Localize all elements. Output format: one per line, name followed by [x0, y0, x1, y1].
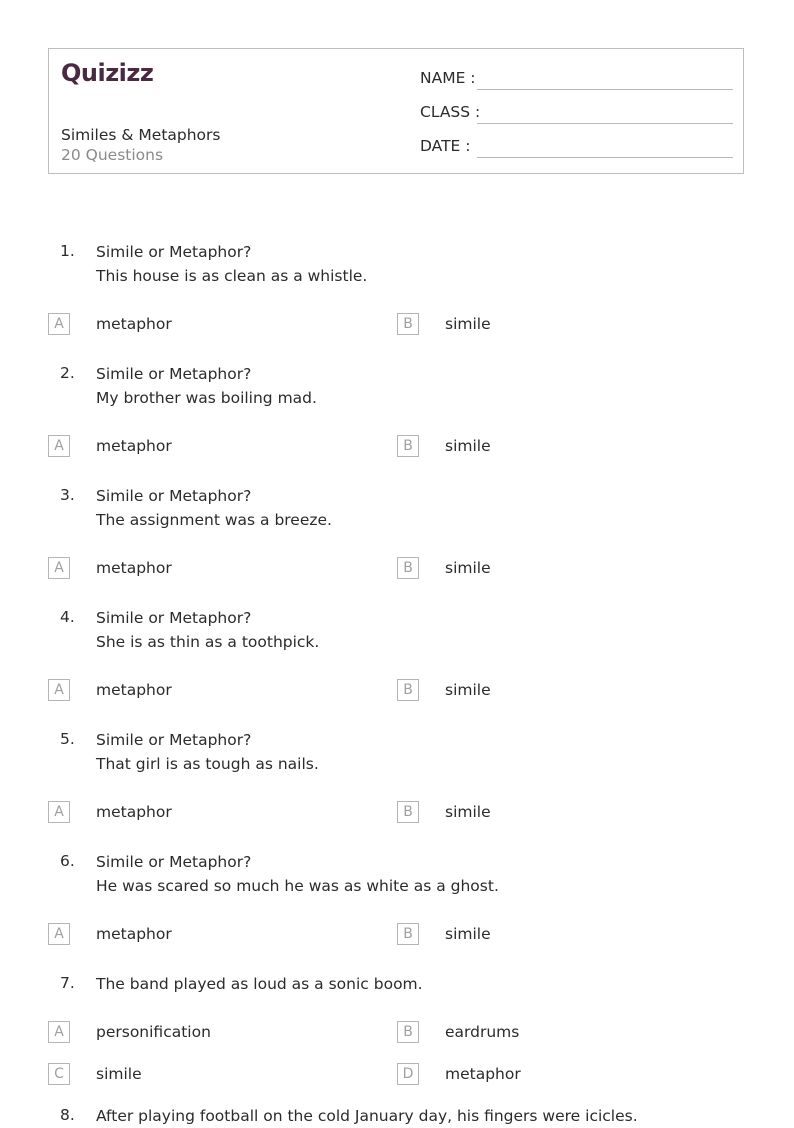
- option-a-box[interactable]: A: [48, 679, 70, 701]
- option-c-box[interactable]: C: [48, 1063, 70, 1085]
- option-b-text: simile: [445, 559, 491, 577]
- class-label: CLASS :: [420, 103, 481, 121]
- question-prompt: Simile or Metaphor?: [96, 365, 252, 383]
- name-label: NAME :: [420, 69, 476, 87]
- option-a-text: metaphor: [96, 925, 172, 943]
- option-b-box[interactable]: B: [397, 679, 419, 701]
- question-number: 3.: [60, 486, 75, 504]
- option-a-text: metaphor: [96, 437, 172, 455]
- question-number: 8.: [60, 1106, 75, 1124]
- question-sentence: My brother was boiling mad.: [96, 389, 317, 407]
- option-b-box[interactable]: B: [397, 801, 419, 823]
- option-b-text: simile: [445, 925, 491, 943]
- option-d-text: metaphor: [445, 1065, 521, 1083]
- option-b-box[interactable]: B: [397, 435, 419, 457]
- question-prompt: Simile or Metaphor?: [96, 487, 252, 505]
- option-d-box[interactable]: D: [397, 1063, 419, 1085]
- worksheet-header: [48, 48, 744, 174]
- option-b-text: simile: [445, 315, 491, 333]
- question-prompt: After playing football on the cold January day, his fingers were icicles.: [96, 1107, 638, 1125]
- question-sentence: This house is as clean as a whistle.: [96, 267, 368, 285]
- question-number: 2.: [60, 364, 75, 382]
- option-b-text: simile: [445, 681, 491, 699]
- option-a-box[interactable]: A: [48, 801, 70, 823]
- option-b-box[interactable]: B: [397, 557, 419, 579]
- option-a-box[interactable]: A: [48, 923, 70, 945]
- question-number: 7.: [60, 974, 75, 992]
- question-prompt: Simile or Metaphor?: [96, 731, 252, 749]
- question-sentence: He was scared so much he was as white as a ghost.: [96, 877, 499, 895]
- date-label: DATE :: [420, 137, 471, 155]
- option-b-box[interactable]: B: [397, 313, 419, 335]
- question-number: 4.: [60, 608, 75, 626]
- option-a-box[interactable]: A: [48, 313, 70, 335]
- option-b-text: eardrums: [445, 1023, 520, 1041]
- option-a-box[interactable]: A: [48, 557, 70, 579]
- option-b-text: simile: [445, 803, 491, 821]
- question-sentence: The assignment was a breeze.: [96, 511, 332, 529]
- option-b-box[interactable]: B: [397, 923, 419, 945]
- option-a-text: metaphor: [96, 681, 172, 699]
- option-a-text: metaphor: [96, 803, 172, 821]
- question-prompt: Simile or Metaphor?: [96, 853, 252, 871]
- class-line[interactable]: [477, 123, 733, 124]
- option-a-text: metaphor: [96, 315, 172, 333]
- option-b-text: simile: [445, 437, 491, 455]
- question-prompt: Simile or Metaphor?: [96, 243, 252, 261]
- option-a-box[interactable]: A: [48, 435, 70, 457]
- question-sentence: That girl is as tough as nails.: [96, 755, 319, 773]
- question-prompt: Simile or Metaphor?: [96, 609, 252, 627]
- option-a-text: metaphor: [96, 559, 172, 577]
- option-a-text: personification: [96, 1023, 211, 1041]
- option-a-box[interactable]: A: [48, 1021, 70, 1043]
- question-sentence: She is as thin as a toothpick.: [96, 633, 320, 651]
- question-count: 20 Questions: [61, 146, 164, 164]
- worksheet-title: Similes & Metaphors: [61, 126, 221, 144]
- option-c-text: simile: [96, 1065, 142, 1083]
- option-b-box[interactable]: B: [397, 1021, 419, 1043]
- date-line[interactable]: [477, 157, 733, 158]
- question-number: 5.: [60, 730, 75, 748]
- quizizz-logo: Quizizz: [61, 59, 154, 87]
- question-number: 1.: [60, 242, 75, 260]
- question-number: 6.: [60, 852, 75, 870]
- question-prompt: The band played as loud as a sonic boom.: [96, 975, 423, 993]
- name-line[interactable]: [477, 89, 733, 90]
